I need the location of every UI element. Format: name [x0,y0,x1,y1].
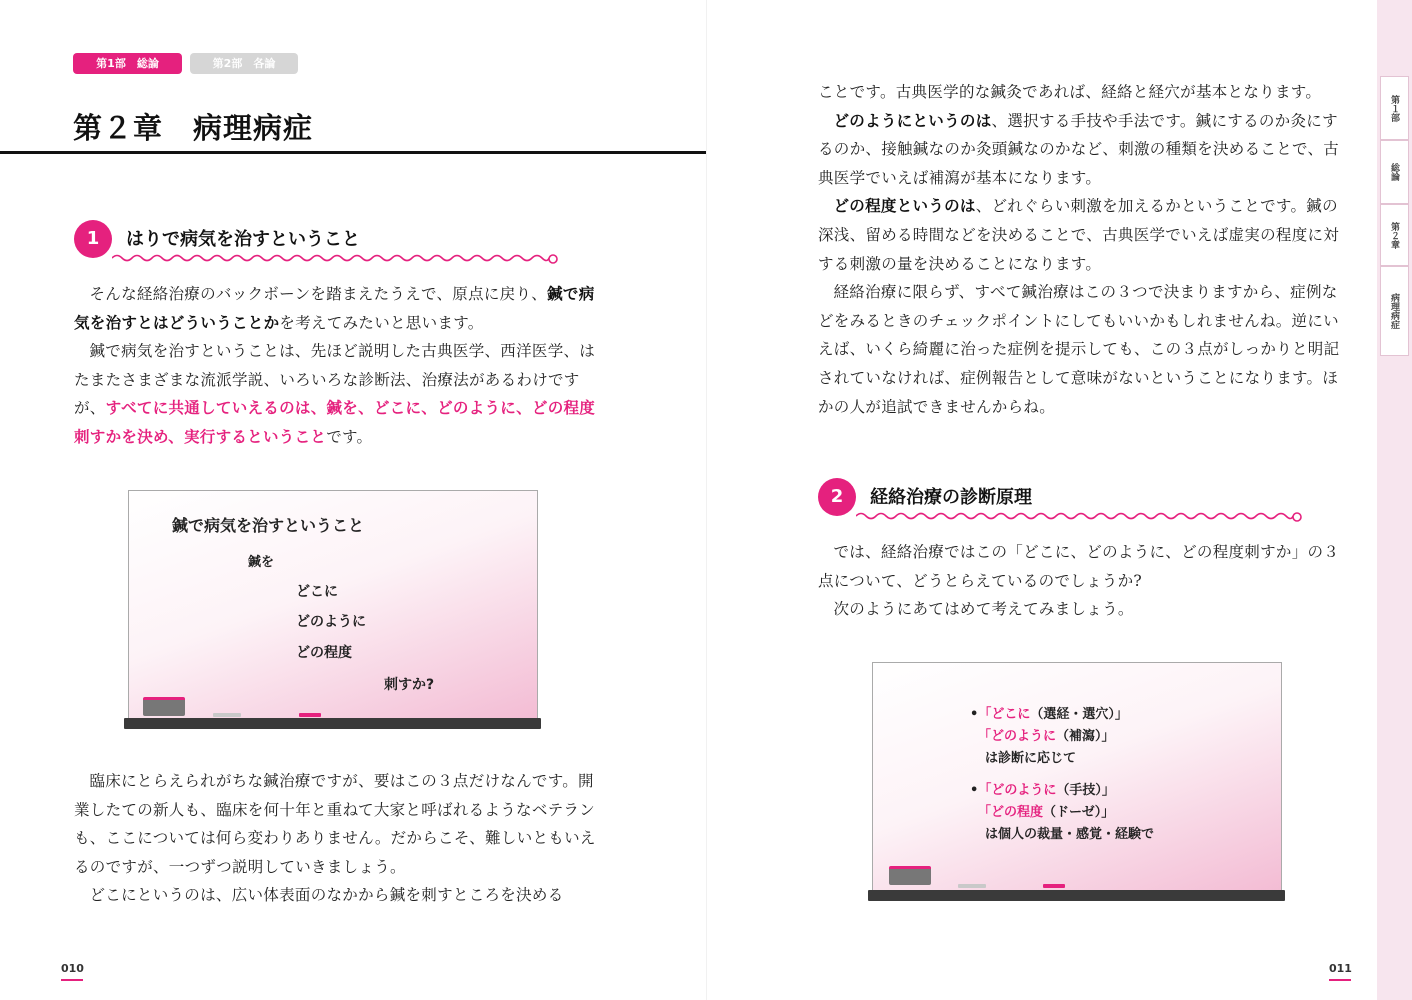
board-line: 刺すか? [384,677,435,693]
bold-run: どの程度というのは [833,196,976,216]
part1-tag: 第1部 総論 [73,53,182,74]
chalk-icon [958,884,986,888]
bold-run: 鍼で病気を治すとはどういうことか [74,284,595,332]
text-run: を考えてみたいと思います。 [279,313,484,332]
chalk-icon [299,713,321,717]
page-number: 011 [1329,962,1352,975]
text-run: 鍼で病気を治すということは、先ほど説明した古典医学、西洋医学、はたまたさまざまな流派学説、いろいろな診断法、治療法があるわけですが、 [74,342,596,418]
section1-body [74,280,596,452]
paragraph: ことです。古典医学的な鍼灸であれば、経絡と経穴が基本となります。 [818,83,1322,101]
section2-body [818,538,1340,624]
side-tab-label: 病理病症 [1389,293,1399,329]
board-item: は個人の裁量・感覚・経験で [985,827,1155,842]
board-item-text: （補瀉）」 [1056,729,1115,744]
chapter-title: 第２章 病理病症 [73,111,314,145]
paragraph [74,337,596,451]
board-item-keyword: 「どのように [978,729,1057,744]
chapter-rule [0,151,706,154]
board-item: •「どのように（手技）」 [970,783,1115,798]
paragraph: どこにというのは、広い体表面のなかから鍼を刺すところを決める [89,886,564,905]
text-run: 、どれぐらい刺激を加えるかということです。鍼の深浅、留める時間などを決めることで、古典医学でいえば虚実の程度に対する刺激の量を決めることになります。 [818,197,1340,273]
page-number-underline [61,979,83,981]
section-number-badge: 2 [818,478,856,516]
eraser-icon [889,866,931,885]
board-item-text: （ドーゼ）」 [1043,805,1115,820]
paragraph: 臨床にとらえられがちな鍼治療ですが、要はこの３点だけなんです。開業したての新人も、臨床を何十年と重ねて大家と呼ばれるようなベテランも、ここについては何ら変わりありません。だからこそ、難しいともいえるのですが、一つずつ説明していきましょう。 [74,772,596,876]
paragraph: では、経絡治療ではこの「どこに、どのように、どの程度刺すか」の３点について、どうとらえているのでしょうか? [818,543,1340,590]
chalk-icon [1043,884,1065,888]
page-gutter [706,0,707,1000]
board-item-text: （選経・選穴）」 [1030,707,1128,722]
board-line: 鍼を [248,555,275,570]
board-item-keyword: 「どのように [978,783,1057,798]
board-line: どのように [296,614,366,630]
section1-body-continued [74,767,596,910]
paragraph: 経絡治療に限らず、すべて鍼治療はこの３つで決まりますから、症例などをみるときのチェックポイントにしてもいいかもしれませんね。逆にいえば、いくら綺麗に治った症例を提示しても、この３点がしっかりと明記されていなければ、症例報告として意味がないということになります。ほかの人が追試できませんからね。 [818,283,1340,416]
part2-tag: 第2部 各論 [190,53,298,74]
board-item [978,725,1115,744]
side-tab-pathology[interactable] [1380,266,1409,356]
board-item: •「どこに（選経・選穴）」 [970,707,1128,722]
board-item [978,801,1114,820]
side-tab-label: 第２章 [1389,221,1399,249]
text-run: そんな経絡治療のバックボーンを踏まえたうえで、原点に戻り、 [89,285,548,303]
paragraph [74,280,596,337]
chalk-icon [213,713,241,717]
paragraph [818,107,1340,193]
board-item: は診断に応じて [985,751,1077,766]
chalkboard-illustration [872,662,1282,892]
board-ledge [868,890,1285,901]
right-body [818,78,1340,421]
page-number-underline [1329,979,1351,981]
board-item-keyword: 「どこに [978,707,1031,722]
text-run: です。 [326,427,373,446]
wavy-underline [112,252,560,266]
side-tab-part1[interactable] [1380,76,1409,140]
board-title: 鍼で病気を治すということ [172,516,365,535]
board-item-keyword: 「どの程度 [978,805,1044,820]
eraser-icon [143,697,185,716]
paragraph: 次のようにあてはめて考えてみましょう。 [833,600,1134,619]
wavy-underline [856,510,1304,524]
side-tab-label: 総論 [1389,163,1399,181]
section-number-badge: 1 [74,220,112,258]
side-tab-label: 第１部 [1389,94,1399,122]
board-item-text: （手技）」 [1056,783,1115,798]
board-line: どの程度 [296,645,352,661]
paragraph [818,192,1340,278]
board-line: どこに [296,584,338,600]
side-tab-overview[interactable] [1380,140,1409,204]
text-run: 、選択する手技や手法です。鍼にするのか灸にするのか、接触鍼なのか灸頭鍼なのかなど、刺激の種類を決めることで、古典医学でいえば補瀉が基本になります。 [818,111,1340,187]
bold-run: どのようにというのは [833,110,992,130]
highlight-run: すべてに共通していえるのは、鍼を、どこに、どのように、どの程度刺すかを決め、実行するということ [74,398,596,446]
side-tab-chapter2[interactable] [1380,204,1409,266]
section-title: 経絡治療の診断原理 [870,487,1032,508]
section-title: はりで病気を治すということ [126,229,360,250]
page-number: 010 [61,962,84,975]
board-ledge [124,718,541,729]
